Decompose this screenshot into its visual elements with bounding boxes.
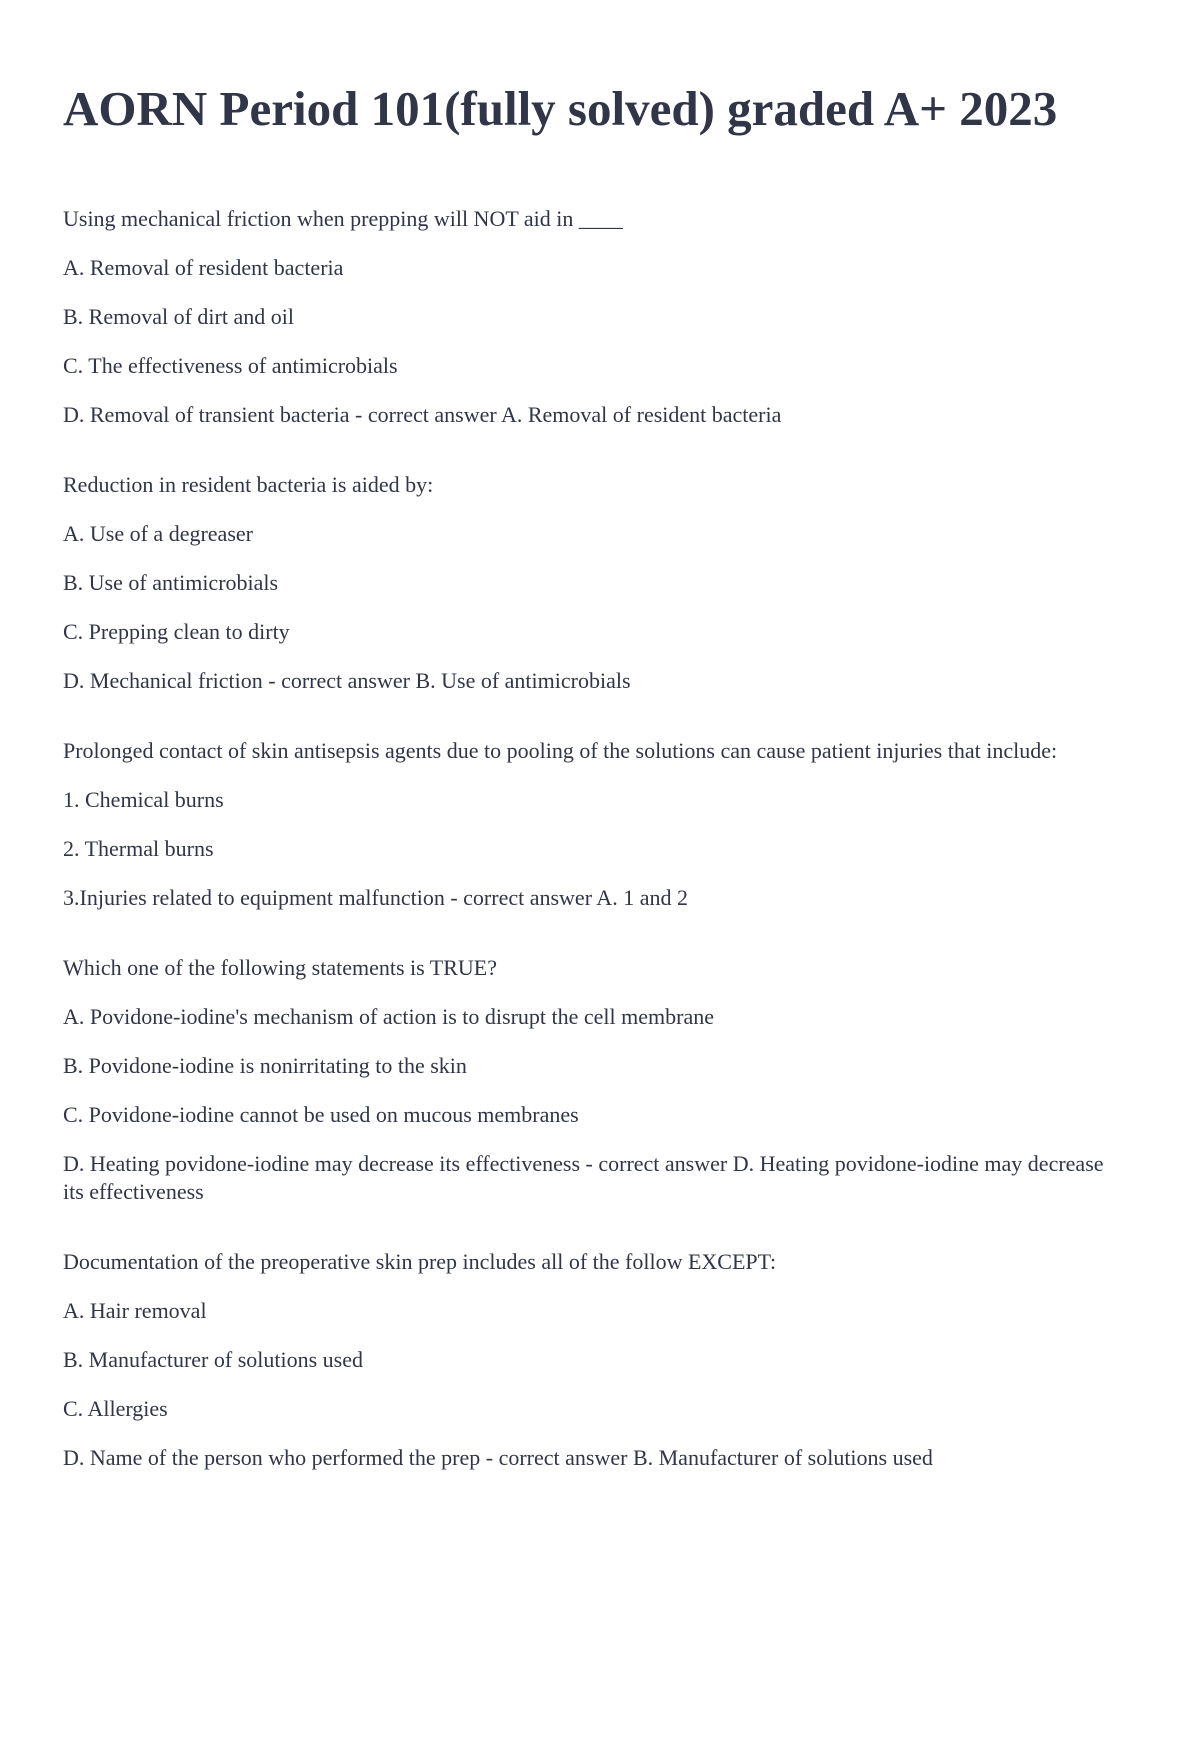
option-a: A. Use of a degreaser <box>63 520 253 546</box>
option-c: C. Prepping clean to dirty <box>63 618 290 644</box>
question-block-2 <box>63 471 1128 695</box>
option-a: A. Povidone-iodine's mechanism of action is to disrupt the cell membrane <box>63 1003 714 1029</box>
question-prompt: Reduction in resident bacteria is aided by: <box>63 471 434 497</box>
option-b: B. Povidone-iodine is nonirritating to the skin <box>63 1052 467 1078</box>
question-prompt: Which one of the following statements is TRUE? <box>63 954 498 980</box>
option-b: B. Manufacturer of solutions used <box>63 1346 363 1372</box>
question-prompt: Prolonged contact of skin antisepsis agents due to pooling of the solutions can cause patient injuries that include: <box>63 737 1058 763</box>
document-title: AORN Period 101(fully solved) graded A+ 2023 <box>63 81 1058 136</box>
question-block-3 <box>63 737 1128 912</box>
question-block-1 <box>63 205 1128 429</box>
list-item-1: 1. Chemical burns <box>63 786 224 812</box>
option-d-with-correct-answer: D. Name of the person who performed the prep - correct answer B. Manufacturer of solutions used <box>63 1444 933 1470</box>
question-prompt: Documentation of the preoperative skin prep includes all of the follow EXCEPT: <box>63 1248 777 1274</box>
question-block-5 <box>63 1248 1128 1472</box>
option-c: C. Allergies <box>63 1395 168 1421</box>
question-prompt: Using mechanical friction when prepping will NOT aid in ____ <box>63 205 623 231</box>
question-block-4 <box>63 954 1128 1206</box>
option-a: A. Removal of resident bacteria <box>63 254 344 280</box>
option-d-with-correct-answer: D. Heating povidone-iodine may decrease its effectiveness - correct answer D. Heating povidone-iodine may decrease its effectiveness <box>63 1150 1104 1204</box>
option-a: A. Hair removal <box>63 1297 207 1323</box>
option-b: B. Use of antimicrobials <box>63 569 279 595</box>
option-d-with-correct-answer: D. Removal of transient bacteria - correct answer A. Removal of resident bacteria <box>63 401 782 427</box>
list-item-2: 2. Thermal burns <box>63 835 214 861</box>
document-page <box>0 80 1191 1764</box>
option-c: C. The effectiveness of antimicrobials <box>63 352 398 378</box>
list-item-3-with-correct-answer: 3.Injuries related to equipment malfunction - correct answer A. 1 and 2 <box>63 884 688 910</box>
option-b: B. Removal of dirt and oil <box>63 303 294 329</box>
option-c: C. Povidone-iodine cannot be used on mucous membranes <box>63 1101 579 1127</box>
option-d-with-correct-answer: D. Mechanical friction - correct answer B. Use of antimicrobials <box>63 667 631 693</box>
